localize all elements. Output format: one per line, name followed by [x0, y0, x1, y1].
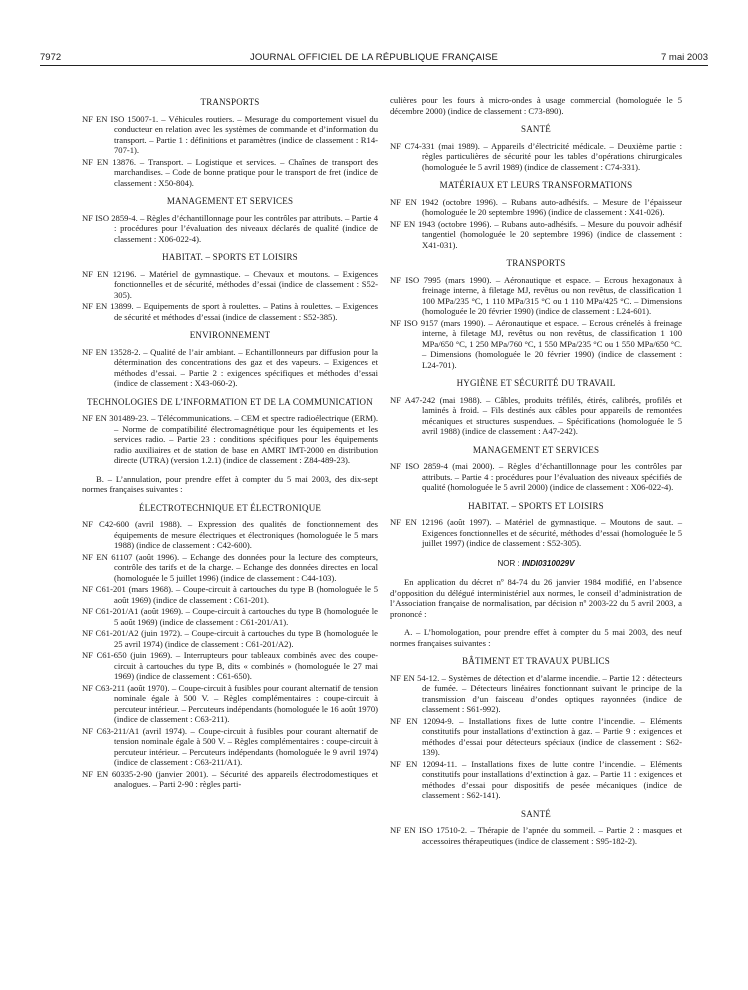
standard-entry: NF EN 60335-2-90 (janvier 2001). – Sécurité des appareils électrodomestiques et analogues. – Parti 2-90 : règles parti-: [82, 768, 378, 789]
header-rule: [40, 65, 708, 66]
section-heading: TECHNOLOGIES DE L’INFORMATION ET DE LA COMMUNICATION: [87, 396, 373, 407]
section-heading: ENVIRONNEMENT: [189, 330, 271, 340]
nor-label: NOR :: [497, 558, 522, 568]
section-heading: ÉLECTROTECHNIQUE ET ÉLECTRONIQUE: [138, 502, 322, 513]
standard-entry: NF C42-600 (avril 1988). – Expression des qualités de fonctionnement des équipements de mesure électriques et électroniques (homologuée le 5 mars 1988) (indice de classement : C42-600).: [82, 519, 378, 550]
standard-entry: NF EN 12094-9. – Installations fixes de lutte contre l’incendie. – Eléments constitutifs pour installations d’extinction à gaz. – Partie 9 : exigences et méthodes d’essai pour détecteurs spéciaux (indice de classement : S62-139).: [390, 715, 682, 757]
standard-entry: NF EN ISO 17510-2. – Thérapie de l’apnée du sommeil. – Partie 2 : masques et accessoires thérapeutiques (indice de classement : S95-182-2).: [390, 825, 682, 846]
section-heading: MATÉRIAUX ET LEURS TRANSFORMATIONS: [439, 180, 633, 190]
section-heading: BÂTIMENT ET TRAVAUX PUBLICS: [462, 656, 610, 666]
issue-date: 7 mai 2003: [660, 52, 708, 63]
standard-entry: NF EN 12196 (août 1997). – Matériel de gymnastique. – Moutons de saut. – Exigences fonctionnelles et de sécurité, méthodes d’essai (homologuée le 5 juillet 1997) (indice de classement : S52-305).: [390, 517, 682, 548]
nor-reference: [390, 559, 682, 570]
standard-entry: NF EN 13528-2. – Qualité de l’air ambiant. – Echantillonneurs par diffusion pour la détermination des concentrations des gaz et des vapeurs. – Exigences et méthodes d’essai. – Partie 2 : exigences spécifiques et méthodes d’essai (indice de classement : X43-060-2).: [82, 346, 378, 388]
standard-entry: NF C61-650 (juin 1969). – Interrupteurs pour tableaux combinés avec des coupe-circuit à cartouches du type B, dits « combinés » (homologuée le 27 mai 1969) (indice de classement : C61-650).: [82, 650, 378, 681]
standard-entry: NF EN 1942 (octobre 1996). – Rubans auto-adhésifs. – Mesure de l’épaisseur (homologuée le 20 septembre 1996) (indice de classement : X41-026).: [390, 196, 682, 217]
standard-entry: NF ISO 9157 (mars 1990). – Aéronautique et espace. – Ecrous crénelés à freinage interne, à filetage MJ, revêtus ou non revêtus, de classification 1 100 MPa/650 °C, 1 250 MPa/760 °C, 1 550 MPa/235 °C ou 1 550 MPa/650 °C. – Dimensions (homologuée le 20 février 1990) (indice de classement : L24-701).: [390, 317, 682, 370]
paragraph: A. – L’homologation, pour prendre effet à compter du 5 mai 2003, des neuf normes françaises suivantes :: [390, 627, 682, 648]
standard-entry: NF EN 1943 (octobre 1996). – Rubans auto-adhésifs. – Mesure du pouvoir adhésif tangentiel (homologuée le 20 septembre 1996) (indice de classement : X41-031).: [390, 218, 682, 250]
standard-entry: NF C61-201/A2 (juin 1972). – Coupe-circuit à cartouches du type B (homologuée le 25 avril 1974) (indice de classement : C61-201/A2).: [82, 628, 378, 649]
standard-entry: NF EN 13899. – Equipements de sport à roulettes. – Patins à roulettes. – Exigences de sécurité et méthodes d’essai (indice de classement : S52-385).: [82, 301, 378, 322]
right-column: [390, 95, 682, 847]
section-heading: HYGIÈNE ET SÉCURITÉ DU TRAVAIL: [456, 378, 616, 388]
standard-entry: NF EN 12196. – Matériel de gymnastique. – Chevaux et moutons. – Exigences fonctionnelles et de sécurité, méthodes d’essai (indice de classement : S52-305).: [82, 268, 378, 300]
standard-entry: NF C63-211/A1 (avril 1974). – Coupe-circuit à fusibles pour courant alternatif de tension nominale égale à 500 V. – Règles complémentaires : coupe-circuit à percuteur intérieur. – Percuteurs indépendants (homologuée le 9 avril 1974) (indice de classement : C63-211/A1).: [82, 725, 378, 767]
standard-entry: NF C63-211 (août 1970). – Coupe-circuit à fusibles pour courant alternatif de tension nominale égale à 500 V. – Règles complémentaires : coupe-circuit à percuteur intérieur. – Percuteurs indépendants (homologuée le 16 août 1970) (indice de classement : C63-211).: [82, 682, 378, 724]
paragraph: B. – L’annulation, pour prendre effet à compter du 5 mai 2003, des dix-sept normes françaises suivantes :: [82, 473, 378, 494]
standard-entry: NF EN 301489-23. – Télécommunications. – CEM et spectre radioélectrique (ERM). – Norme de compatibilité électromagnétique pour les équipements et les services radio. – Partie 23 : conditions spécifiques pour les équipements radio auxiliaires et de station de base en AMRT IMT-2000 en distribution directe (UTRA) (version 1.2.1) (indice de classement : Z84-489-23).: [82, 413, 378, 465]
standard-entry: NF EN 13876. – Transport. – Logistique et services. – Chaînes de transport des marchandises. – Code de bonne pratique pour le transport de fret (indice de classement : X50-804).: [82, 156, 378, 188]
standard-entry: NF EN 54-12. – Systèmes de détection et d’alarme incendie. – Partie 12 : détecteurs de fumée. – Détecteurs linéaires fonctionnant suivant le principe de la transmission d’un faisceau d’ondes optiques rayonnées (indice de classement : S61-992).: [390, 672, 682, 714]
standard-entry: NF ISO 7995 (mars 1990). – Aéronautique et espace. – Ecrous hexagonaux à freinage interne, à filetage MJ, revêtus ou non revêtus, de classification 1 100 MPa/235 °C, 1 110 MPa/315 °C ou 1 110 MPa/425 °C. – Dimensions (homologuée le 20 février 1990) (indice de classement : L24-601).: [390, 274, 682, 316]
left-column: [82, 97, 378, 791]
section-heading: SANTÉ: [521, 124, 551, 134]
page-header: [0, 0, 748, 63]
standard-entry: NF C74-331 (mai 1989). – Appareils d’électricité médicale. – Deuxième partie : règles particulières de sécurité pour les tables d’opérations chirurgicales (homologuée le 5 avril 1989) (indice de classement : C74-331).: [390, 140, 682, 172]
paragraph: En application du décret nº 84-74 du 26 janvier 1984 modifié, en l’absence d’opposition du délégué interministériel aux normes, le conseil d’administration de l’Association française de normalisation, par décision nº 2003-22 du 5 avril 2003, a prononcé :: [390, 577, 682, 619]
entry-continuation: culières pour les fours à micro-ondes à usage commercial (homologuée le 5 décembre 2000) (indice de classement : C73-890).: [390, 95, 682, 116]
section-heading: MANAGEMENT ET SERVICES: [166, 196, 294, 206]
section-heading: MANAGEMENT ET SERVICES: [472, 444, 600, 455]
standard-entry: NF EN 61107 (août 1996). – Echange des données pour la lecture des compteurs, contrôle des tarifs et de la charge. – Echange des données directes en local (homologuée le 5 juillet 1996) (indice de classement : C44-103).: [82, 551, 378, 583]
section-heading: SANTÉ: [521, 808, 551, 819]
standard-entry: NF C61-201 (mars 1968). – Coupe-circuit à cartouches du type B (homologuée le 5 août 1969) (indice de classement : C61-201).: [82, 584, 378, 605]
standard-entry: NF C61-201/A1 (août 1969). – Coupe-circuit à cartouches du type B (homologuée le 5 août 1969) (indice de classement : C61-201/A1).: [82, 606, 378, 627]
section-heading: TRANSPORTS: [200, 97, 260, 107]
section-heading: HABITAT. – SPORTS ET LOISIRS: [468, 500, 604, 511]
section-heading: HABITAT. – SPORTS ET LOISIRS: [162, 252, 298, 262]
page-number: 7972: [40, 52, 62, 63]
standard-entry: NF EN ISO 15007-1. – Véhicules routiers. – Mesurage du comportement visuel du conducteur en relation avec les systèmes de commande et d’information du transport. – Partie 1 : définitions et paramètres (indice de classement : R14-707-1).: [82, 113, 378, 155]
standard-entry: NF EN 12094-11. – Installations fixes de lutte contre l’incendie. – Eléments constitutifs pour installations d’extinction à gaz. – Partie 11 : exigences et méthodes d’essai pour dispositifs de pesée mécaniques (indice de classement : S62-141).: [390, 758, 682, 800]
standard-entry: NF ISO 2859-4 (mai 2000). – Règles d’échantillonnage pour les contrôles par attributs. – Partie 4 : procédures pour l’évaluation des niveaux spécifiés de qualité (homologuée le 5 avril 2000) (indice de classement : X06-022-4).: [390, 461, 682, 492]
section-heading: TRANSPORTS: [506, 258, 566, 268]
journal-title: JOURNAL OFFICIEL DE LA RÉPUBLIQUE FRANÇAISE: [249, 52, 499, 63]
standard-entry: NF A47-242 (mai 1988). – Câbles, produits tréfilés, étirés, calibrés, profilés et laminés à froid. – Fils destinés aux câbles pour appareils de remontées mécaniques et structures suspendues. – Spécifications (homologuée le 5 avril 1988) (indice de classement : A47-242).: [390, 394, 682, 436]
nor-code: INDI0310029V: [521, 558, 575, 568]
standard-entry: NF ISO 2859-4. – Règles d’échantillonnage pour les contrôles par attributs. – Partie 4 : procédures pour l’évaluation des niveaux déclarés de qualité (indice de classement : X06-022-4).: [82, 212, 378, 244]
